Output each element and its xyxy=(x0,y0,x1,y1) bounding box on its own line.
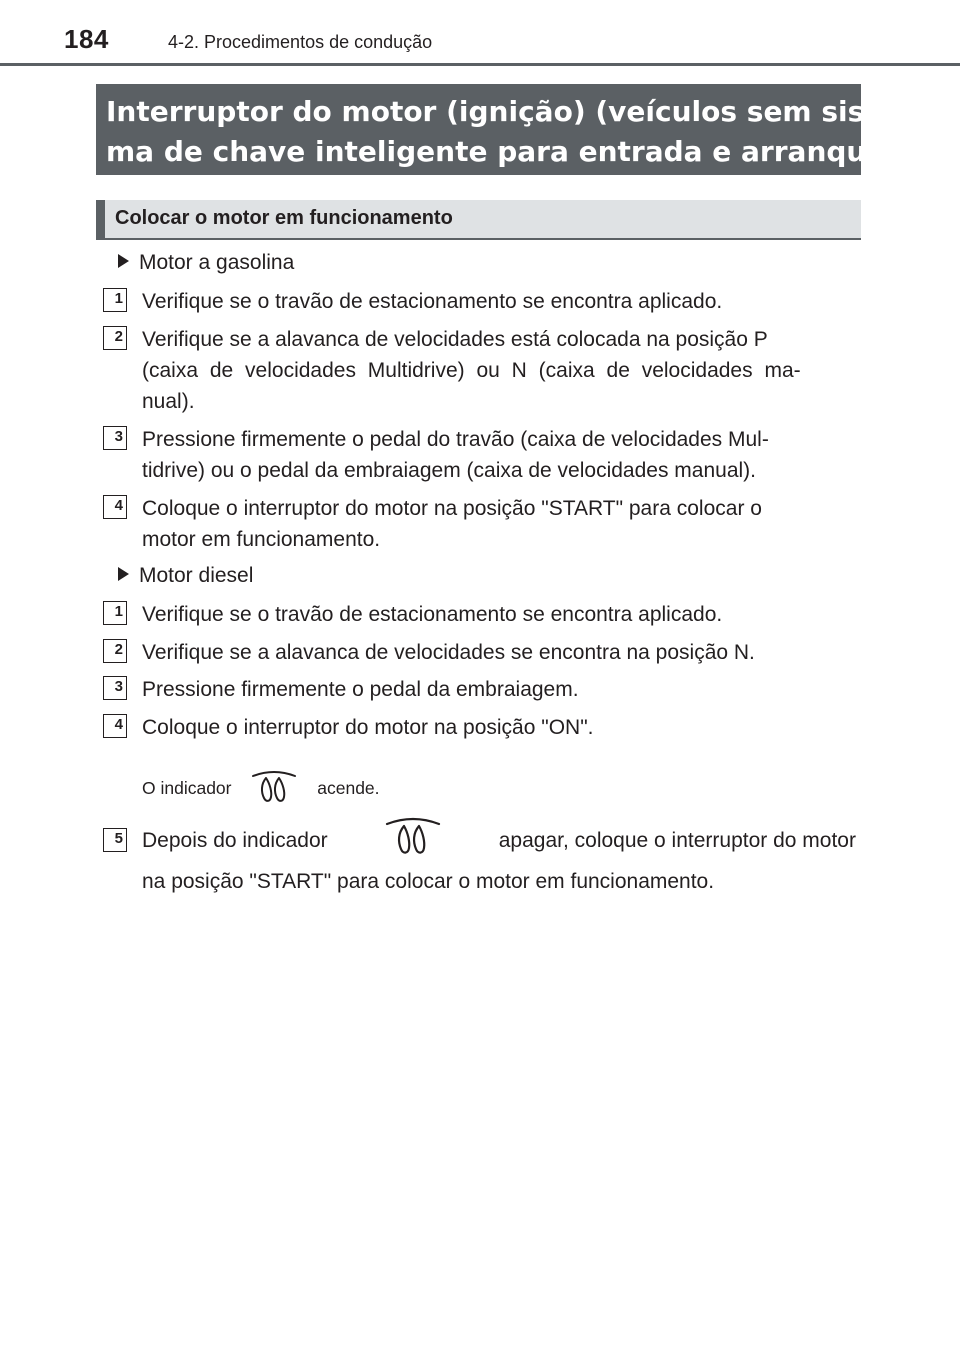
step-line: tidrive) ou o pedal da embraiagem (caixa de velocidades manual). xyxy=(142,459,757,482)
diesel-step-2 xyxy=(142,637,856,668)
step-number-badge: 1 xyxy=(103,601,127,625)
diesel-heading-label: Motor diesel xyxy=(139,564,254,587)
gasoline-heading xyxy=(118,251,294,275)
step-line: Coloque o interruptor do motor na posição "ON". xyxy=(142,716,594,739)
note-text-after: acende. xyxy=(317,778,380,799)
triangle-bullet-icon xyxy=(118,567,129,581)
diesel-heading xyxy=(118,564,253,588)
step-line: na posição "START" para colocar o motor em funcionamento. xyxy=(142,870,715,893)
step-line: Verifique se a alavanca de velocidades está colocada na posição P xyxy=(142,328,768,351)
step-line: (caixa de velocidades Multidrive) ou N (caixa de velocidades ma- xyxy=(142,359,801,382)
gasoline-heading-label: Motor a gasolina xyxy=(139,251,295,274)
step5-text-after: apagar, coloque o interruptor do motor xyxy=(498,828,856,852)
step-number-badge: 1 xyxy=(103,288,127,312)
gasoline-step-2 xyxy=(142,324,856,417)
diesel-step-1 xyxy=(142,599,856,630)
step-line: Coloque o interruptor do motor na posição "START" para colocar o xyxy=(142,497,762,520)
step-line: Verifique se o travão de estacionamento se encontra aplicado. xyxy=(142,603,723,626)
step-number-badge: 3 xyxy=(103,426,127,450)
step-number-badge: 3 xyxy=(103,676,127,700)
header-divider xyxy=(0,63,960,66)
step-line: Pressione firmemente o pedal do travão (caixa de velocidades Mul- xyxy=(142,428,769,451)
step-number-badge: 2 xyxy=(103,639,127,663)
gasoline-step-4 xyxy=(142,493,856,555)
step-number-badge: 4 xyxy=(103,495,127,519)
step-line: nual). xyxy=(142,390,195,413)
step-line xyxy=(142,820,856,860)
triangle-bullet-icon xyxy=(118,254,129,268)
gasoline-step-3 xyxy=(142,424,856,486)
breadcrumb: 4-2. Procedimentos de condução xyxy=(168,32,433,52)
step-line: Verifique se a alavanca de velocidades se encontra na posição N. xyxy=(142,641,755,664)
glow-plug-indicator-icon xyxy=(384,816,442,865)
step5-text-before: Depois do indicador xyxy=(142,828,328,852)
section-header xyxy=(96,200,861,240)
page-number: 184 xyxy=(64,24,109,54)
glow-plug-indicator-icon xyxy=(250,770,298,809)
step-line: Verifique se o travão de estacionamento se encontra aplicado. xyxy=(142,290,723,313)
step-number-badge: 4 xyxy=(103,714,127,738)
indicator-note xyxy=(142,770,380,809)
step-number-badge: 5 xyxy=(103,828,127,852)
page-title-line-2: ma de chave inteligente para entrada e arranque) xyxy=(106,135,899,168)
gasoline-step-1 xyxy=(142,286,856,317)
diesel-step-3 xyxy=(142,674,856,705)
step-line: Pressione firmemente o pedal da embraiagem. xyxy=(142,678,579,701)
note-text-before: O indicador xyxy=(142,778,232,799)
diesel-step-5 xyxy=(142,820,856,897)
page-title-line-1: Interruptor do motor (ignição) (veículos sem siste- xyxy=(106,95,909,128)
page-title xyxy=(96,84,909,175)
step-line: motor em funcionamento. xyxy=(142,528,381,551)
step-number-badge: 2 xyxy=(103,326,127,350)
diesel-step-4 xyxy=(142,712,856,743)
section-heading: Colocar o motor em funcionamento xyxy=(115,207,453,229)
